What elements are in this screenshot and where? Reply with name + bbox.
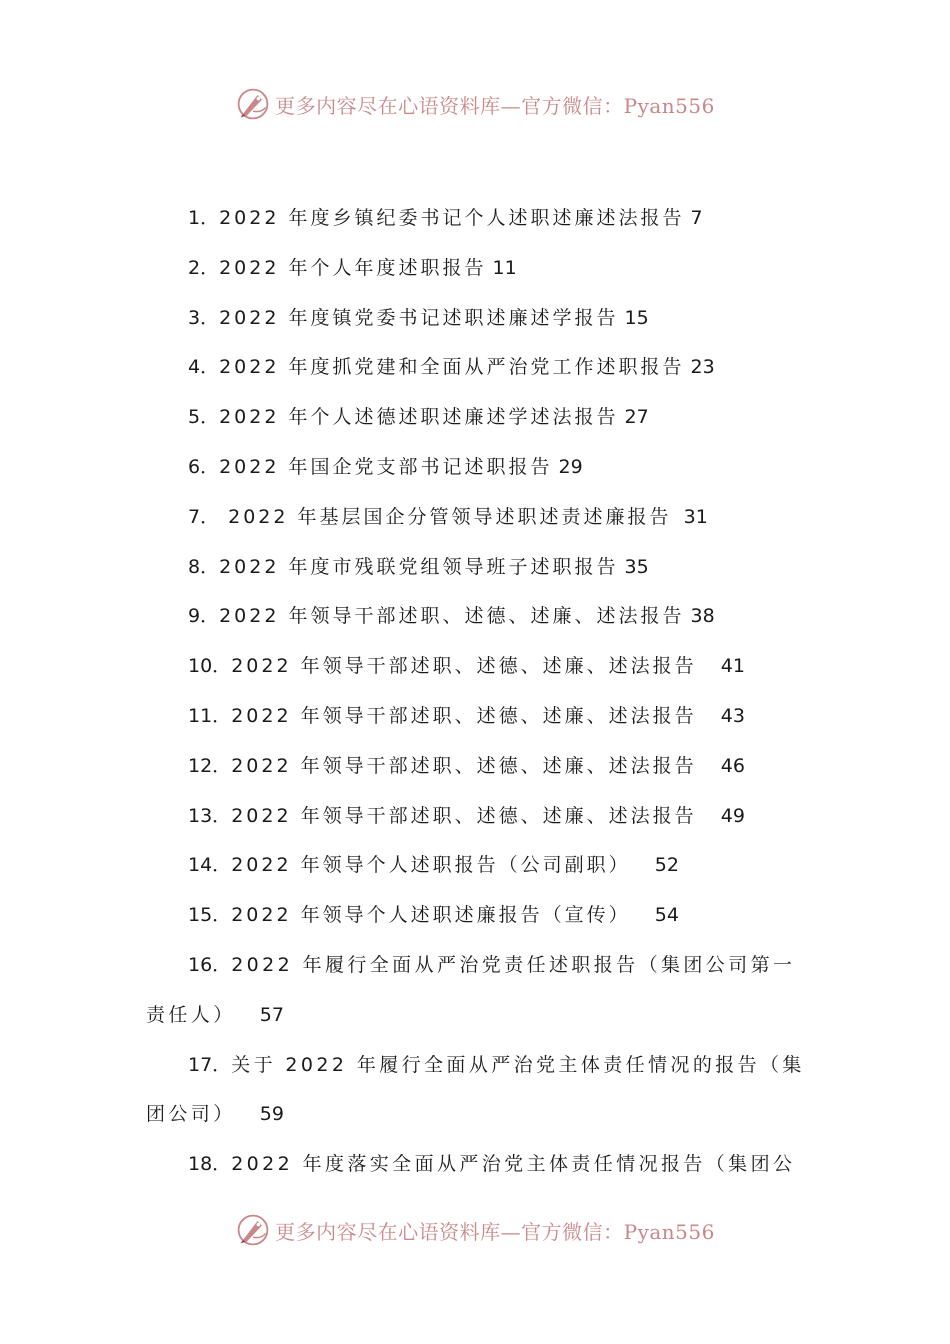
footer-banner (0, 1208, 950, 1252)
toc-entry-title: 2022 年领导干部述职、述德、述廉、述法报告 (219, 605, 685, 628)
toc-entry-number: 11． (188, 704, 232, 727)
toc-entry-page: 7 (684, 207, 703, 229)
toc-entry-number: 2． (188, 256, 220, 279)
toc-entry-number: 12． (188, 754, 232, 777)
toc-entry-number: 5． (188, 406, 220, 429)
toc-entry-number: 13． (188, 804, 232, 827)
toc-entry-title: 2022 年领导干部述职、述德、述廉、述法报告 (231, 804, 697, 827)
toc-entry-title: 2022 年基层国企分管领导述职述责述廉报告 (219, 505, 672, 528)
toc-entry-title: 2022 年个人年度述职报告 (219, 256, 487, 279)
pen-nib-icon (235, 1212, 271, 1248)
toc-entry-title: 2022 年领导个人述职述廉报告（宣传） (231, 904, 631, 927)
toc-entry-title: 2022 年国企党支部书记述职报告 (219, 455, 553, 478)
toc-entry-number: 16． (188, 953, 232, 976)
toc-entry[interactable] (146, 692, 806, 742)
toc-entry-title: 2022 年领导个人述职报告（公司副职） (231, 854, 631, 877)
toc-entry-number: 4． (188, 356, 220, 379)
toc-entry-number: 14． (188, 854, 232, 877)
toc-entry-page: 23 (684, 356, 715, 379)
toc-entry-title: 2022 年度市残联党组领导班子述职报告 (219, 555, 619, 578)
toc-entry-page: 57 (235, 1003, 284, 1026)
toc-entry-number: 8． (188, 555, 220, 578)
toc-entry[interactable] (146, 443, 806, 493)
toc-entry-title: 2022 年度镇党委书记述职述廉述学报告 (219, 306, 619, 329)
toc-entry-page: 29 (552, 455, 583, 478)
toc-entry[interactable] (146, 244, 806, 294)
toc-entry[interactable] (146, 642, 806, 692)
toc-entry[interactable] (146, 343, 806, 393)
toc-entry-page: 49 (696, 804, 745, 827)
toc-entry-title: 2022 年履行全面从严治党责任述职报告（集团公司第一责任人） (146, 953, 796, 1026)
toc-entry[interactable] (146, 194, 806, 244)
toc-entry[interactable] (146, 1140, 806, 1190)
toc-entry[interactable] (146, 493, 806, 543)
toc-entry-number: 9． (188, 605, 220, 628)
toc-entry-page: 38 (684, 605, 715, 628)
toc-entry-title: 2022 年领导干部述职、述德、述廉、述法报告 (231, 704, 697, 727)
toc-entry[interactable] (146, 543, 806, 593)
toc-entry-number: 18． (188, 1153, 232, 1176)
toc-entry-page: 35 (618, 555, 649, 578)
toc-entry-title: 2022 年度乡镇纪委书记个人述职述廉述法报告 (219, 207, 685, 229)
toc-entry-number: 7． (188, 505, 220, 528)
toc-entry[interactable] (146, 792, 806, 842)
toc-entry-number: 10． (188, 655, 232, 678)
toc-entry-number: 3． (188, 306, 220, 329)
toc-entry[interactable] (146, 742, 806, 792)
toc-entry-number: 1． (188, 207, 220, 229)
toc-entry-page: 43 (696, 704, 745, 727)
toc-entry-page: 31 (671, 505, 708, 528)
toc-entry-page: 27 (618, 406, 649, 429)
toc-entry[interactable] (146, 592, 806, 642)
toc-entry-title: 2022 年领导干部述职、述德、述廉、述法报告 (231, 655, 697, 678)
toc-entry-page: 54 (630, 904, 679, 927)
toc-entry-title: 2022 年度抓党建和全面从严治党工作述职报告 (219, 356, 685, 379)
header-banner (0, 82, 950, 126)
toc-entry-page: 52 (630, 854, 679, 877)
toc-entry-title: 关于 2022 年履行全面从严治党主体责任情况的报告（集团公司） (146, 1053, 805, 1126)
toc-entry[interactable] (146, 294, 806, 344)
toc-entry-number: 15． (188, 904, 232, 927)
toc-entry-title: 2022 年度落实全面从严治党主体责任情况报告（集团公 (231, 1153, 796, 1176)
toc-entry[interactable] (146, 841, 806, 891)
toc-entry-title: 2022 年个人述德述职述廉述学述法报告 (219, 406, 619, 429)
toc-entry[interactable] (146, 941, 806, 1041)
pen-nib-icon (235, 86, 271, 122)
table-of-contents (146, 194, 806, 1190)
toc-entry-number: 6． (188, 455, 220, 478)
toc-entry[interactable] (146, 393, 806, 443)
toc-entry-page: 59 (235, 1103, 284, 1126)
toc-entry-number: 17． (188, 1053, 232, 1076)
toc-entry[interactable] (146, 891, 806, 941)
header-text: 更多内容尽在心语资料库—官方微信：Pyan556 (275, 93, 715, 118)
toc-entry-page: 41 (696, 655, 745, 678)
footer-text: 更多内容尽在心语资料库—官方微信：Pyan556 (275, 1219, 715, 1244)
toc-entry-page: 15 (618, 306, 649, 329)
toc-entry[interactable] (146, 1041, 806, 1141)
toc-entry-title: 2022 年领导干部述职、述德、述廉、述法报告 (231, 754, 697, 777)
toc-entry-page: 46 (696, 754, 745, 777)
toc-entry-page: 11 (486, 256, 517, 279)
